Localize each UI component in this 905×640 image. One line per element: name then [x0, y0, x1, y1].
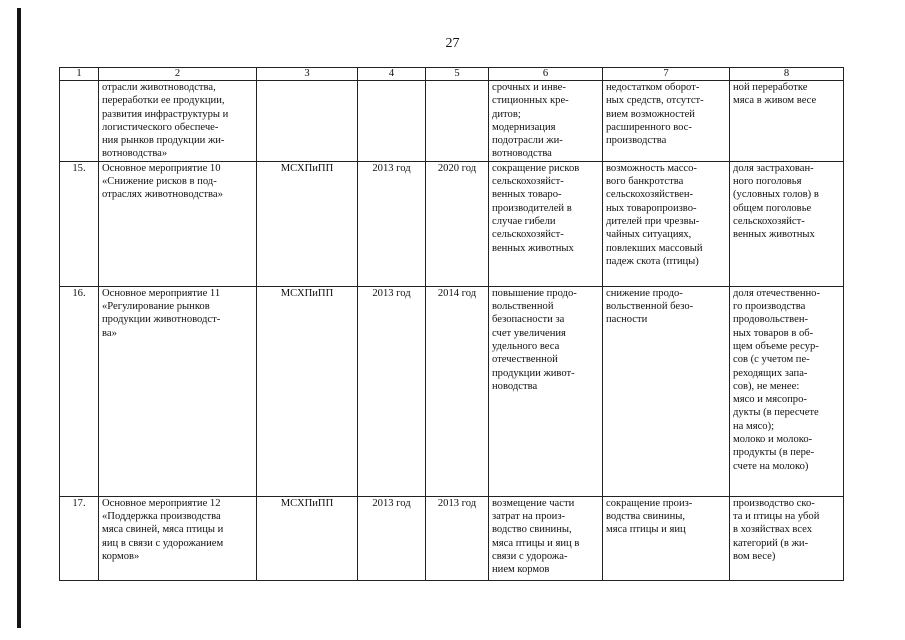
column-number-4: 4: [358, 68, 426, 81]
column-number-2: 2: [99, 68, 257, 81]
start-year-cell: 2013 год: [358, 286, 426, 496]
measure-name-cell: Основное мероприятие 11 «Регулирование рынков продукции животноводст- ва»: [99, 286, 257, 496]
consequence-cell: сокращение произ- водства свинины, мяса птицы и яиц: [603, 496, 730, 580]
start-year-cell: 2013 год: [358, 496, 426, 580]
expected-result-cell: срочных и инве- стиционных кре- дитов; модернизация подотрасли жи- вотноводства: [489, 81, 603, 162]
column-number-1: 1: [60, 68, 99, 81]
end-year-cell: 2020 год: [426, 161, 489, 286]
executor-cell: МСХПиПП: [257, 496, 358, 580]
row-number-cell: 17.: [60, 496, 99, 580]
row-number-cell: [60, 81, 99, 162]
column-number-6: 6: [489, 68, 603, 81]
indicator-cell: доля застрахован- ного поголовья (условных голов) в общем поголовье сельскохозяйст- венных животных: [730, 161, 844, 286]
column-number-5: 5: [426, 68, 489, 81]
end-year-cell: [426, 81, 489, 162]
expected-result-cell: повышение продо- вольственной безопасности за счет увеличения удельного веса отечественной продукции живот- новодства: [489, 286, 603, 496]
executor-cell: [257, 81, 358, 162]
measure-name-cell: Основное мероприятие 12 «Поддержка производства мяса свиней, мяса птицы и яиц в связи с удорожанием кормов»: [99, 496, 257, 580]
table-row: [60, 286, 844, 496]
end-year-cell: 2014 год: [426, 286, 489, 496]
row-number-cell: 15.: [60, 161, 99, 286]
indicator-cell: доля отечественно- го производства продовольствен- ных товаров в об- щем объеме ресур- сов (с учетом пе- реходящих запа- сов), не менее: мясо и мясопро- дукты (в пересчете на мясо); молоко и молоко- продукты (в пере- счете на молоко): [730, 286, 844, 496]
measure-name-cell: отрасли животноводства, переработки ее продукции, развития инфраструктуры и логистического обеспече- ния рынков продукции жи- вотноводства»: [99, 81, 257, 162]
table-row: [60, 496, 844, 580]
table-row: [60, 81, 844, 162]
consequence-cell: снижение продо- вольственной безо- пасности: [603, 286, 730, 496]
expected-result-cell: возмещение части затрат на произ- водство свинины, мяса птицы и яиц в связи с удорожа- нием кормов: [489, 496, 603, 580]
column-number-8: 8: [730, 68, 844, 81]
column-number-7: 7: [603, 68, 730, 81]
consequence-cell: возможность массо- вого банкротства сельскохозяйствен- ных товаропроизво- дителей при чрезвы- чайных ситуациях, повлекших массовый падеж скота (птицы): [603, 161, 730, 286]
table-row: [60, 161, 844, 286]
measure-name-cell: Основное мероприятие 10 «Снижение рисков в под- отраслях животноводства»: [99, 161, 257, 286]
indicator-cell: производство ско- та и птицы на убой в хозяйствах всех категорий (в жи- вом весе): [730, 496, 844, 580]
scan-edge-bar: [17, 8, 21, 628]
end-year-cell: 2013 год: [426, 496, 489, 580]
indicator-cell: ной переработке мяса в живом весе: [730, 81, 844, 162]
consequence-cell: недостатком оборот- ных средств, отсутст- вием возможностей расширенного вос- производства: [603, 81, 730, 162]
row-number-cell: 16.: [60, 286, 99, 496]
start-year-cell: [358, 81, 426, 162]
page-number: 27: [445, 36, 460, 51]
start-year-cell: 2013 год: [358, 161, 426, 286]
expected-result-cell: сокращение рисков сельскохозяйст- венных товаро- производителей в случае гибели сельскохозяйст- венных животных: [489, 161, 603, 286]
column-number-3: 3: [257, 68, 358, 81]
program-table: [59, 67, 844, 581]
table-header-row: [60, 68, 844, 81]
executor-cell: МСХПиПП: [257, 286, 358, 496]
executor-cell: МСХПиПП: [257, 161, 358, 286]
